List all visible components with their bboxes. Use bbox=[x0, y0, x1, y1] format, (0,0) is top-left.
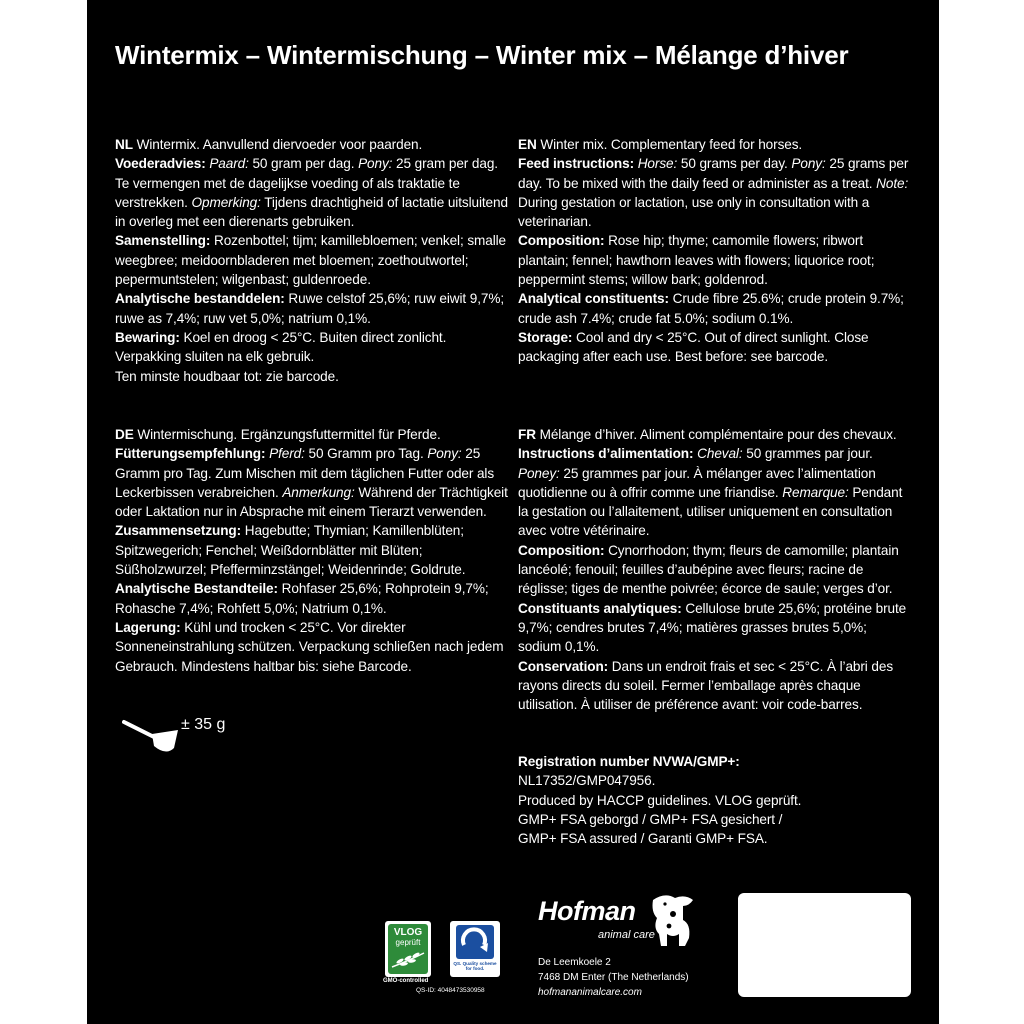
qs-text: QS. Quality scheme for food. bbox=[453, 961, 497, 971]
analytical: Rohfaser 25,6%; Rohprotein 9,7%; Rohasche 7,4%; Rohfett 5,0%; Natrium 0,1%. bbox=[115, 581, 489, 616]
pony-dose: 25 grammes par jour. À mélanger avec l’alimentation quotidienne ou à offrir comme une friandise. bbox=[518, 465, 876, 500]
analytical: Cellulose brute 25,6%; protéine brute 9,7%; cendres brutes 7,4%; matières grasses brutes 5,0%; sodium 0,1%. bbox=[518, 600, 907, 655]
pony-label: Pony: bbox=[358, 156, 393, 172]
registration-number: NL17352/GMP047956. bbox=[518, 773, 656, 789]
qs-id: QS-ID: 4048473530958 bbox=[416, 987, 485, 994]
pony-label: Pony: bbox=[427, 446, 462, 462]
best-before: Ten minste houdbaar tot: zie barcode. bbox=[115, 368, 339, 384]
composition-label: Samenstelling: bbox=[115, 233, 211, 249]
note-label: Opmerking: bbox=[191, 194, 261, 210]
section-de bbox=[115, 425, 510, 676]
pony-dose: 25 Gramm pro Tag. Zum Mischen mit dem täglichen Futter oder als Leckerbissen verabreichen. bbox=[115, 446, 495, 500]
storage: Cool and dry < 25°C. Out of direct sunlight. Close packaging after each use. Best before: see barcode. bbox=[518, 329, 869, 365]
lang-code: DE bbox=[115, 427, 134, 442]
brand-logo: Hofman bbox=[538, 896, 636, 926]
storage: Kühl und trocken < 25°C. Vor direkter Sonneneinstrahlung schützen. Verpackung schließen nach jedem Gebrauch. Mindestens haltbar bis: siehe Barcode. bbox=[115, 619, 504, 674]
pony-label: Pony: bbox=[791, 156, 826, 172]
storage: Dans un endroit frais et sec < 25°C. À l’abri des rayons directs du soleil. Fermer l’emballage après chaque utilisation. À utiliser de préférence avant: voir code-barres. bbox=[518, 658, 894, 713]
storage: Koel en droog < 25°C. Buiten direct zonlicht. Verpakking sluiten na elk gebruik. bbox=[115, 329, 447, 365]
registration-line: GMP+ FSA geborgd / GMP+ FSA gesichert / bbox=[518, 811, 783, 827]
barcode-area bbox=[738, 893, 911, 997]
horse-label: Cheval: bbox=[697, 446, 743, 462]
horse-label: Paard: bbox=[209, 156, 249, 172]
section-fr bbox=[518, 425, 913, 714]
intro: Winter mix. Complementary feed for horses. bbox=[540, 137, 803, 152]
composition: Rose hip; thyme; camomile flowers; ribwort plantain; fennel; hawthorn leaves with flowers; liquorice root; peppermint stems; willow bark; goldenrod. bbox=[518, 233, 875, 288]
section-en bbox=[518, 135, 913, 367]
feed-label: Voederadvies: bbox=[115, 156, 206, 172]
horse-label: Pferd: bbox=[269, 446, 305, 462]
address-block bbox=[538, 955, 689, 1000]
note: Tijdens drachtigheid of lactatie uitsluitend in overleg met een dierenarts gebruiken. bbox=[115, 194, 508, 230]
horse-label: Horse: bbox=[637, 156, 678, 172]
composition: Rozenbottel; tijm; kamillebloemen; venkel; smalle weegbree; meidoornbladeren met bloemen; zoethoutwortel; pepermuntstelen; wilgenbast; guldenroede. bbox=[115, 233, 507, 288]
section-nl bbox=[115, 135, 510, 386]
measuring-scoop-icon bbox=[122, 712, 182, 756]
gmo-caption: GMO-controlled bbox=[383, 978, 429, 984]
wheat-icon bbox=[388, 947, 428, 971]
analytical-label: Analytische Bestandteile: bbox=[115, 581, 278, 597]
analytical-label: Constituants analytiques: bbox=[518, 600, 682, 616]
dose-amount: ± 35 g bbox=[181, 716, 226, 733]
intro: Wintermix. Aanvullend diervoeder voor paarden. bbox=[136, 137, 423, 152]
qs-arrow-icon bbox=[450, 921, 500, 961]
label-panel bbox=[87, 0, 939, 1024]
registration-label: Registration number NVWA/GMP+: bbox=[518, 754, 740, 769]
horse-dose: 50 grammes par jour. bbox=[746, 446, 873, 462]
vlog-subtext: geprüft bbox=[395, 938, 421, 947]
composition-label: Zusammensetzung: bbox=[115, 523, 242, 539]
registration-line: Produced by HACCP guidelines. VLOG geprüft. bbox=[518, 792, 802, 808]
composition: Hagebutte; Thymian; Kamillenblüten; Spitzwegerich; Fenchel; Weißdornblätter mit Blüten; Süßholzwurzel; Pfefferminzstängel; Weidenrinde; Goldrute. bbox=[115, 523, 466, 578]
vlog-text: VLOG bbox=[393, 927, 423, 938]
lang-code: EN bbox=[518, 137, 537, 152]
lang-code: FR bbox=[518, 427, 536, 442]
page-title: Wintermix – Wintermischung – Winter mix – Mélange d’hiver bbox=[115, 40, 849, 70]
horse-dose: 50 grams per day. bbox=[680, 156, 788, 172]
analytical: Ruwe celstof 25,6%; ruw eiwit 9,7%; ruwe as 7,4%; ruw vet 5,0%; natrium 0,1%. bbox=[115, 291, 505, 326]
analytical-label: Analytical constituents: bbox=[518, 291, 669, 307]
note: During gestation or lactation, use only in consultation with a veterinarian. bbox=[518, 194, 870, 230]
address-city: 7468 DM Enter (The Netherlands) bbox=[538, 972, 689, 983]
pony-dose: 25 grams per day. To be mixed with the daily feed or administer as a treat. bbox=[518, 156, 909, 191]
note: Während der Trächtigkeit oder Laktation nur in Absprache mit einem Tierarzt verwenden. bbox=[115, 484, 508, 520]
pony-label: Poney: bbox=[518, 465, 560, 481]
note-label: Anmerkung: bbox=[282, 484, 355, 500]
vlog-badge bbox=[388, 924, 428, 974]
storage-label: Conservation: bbox=[518, 658, 609, 674]
composition-label: Composition: bbox=[518, 233, 605, 249]
note-label: Remarque: bbox=[782, 484, 849, 500]
vlog-logo bbox=[385, 921, 431, 977]
intro: Mélange d’hiver. Aliment complémentaire pour des chevaux. bbox=[539, 427, 897, 442]
horse-dose: 50 Gramm pro Tag. bbox=[308, 446, 424, 462]
feed-label: Fütterungsempfehlung: bbox=[115, 446, 266, 462]
note: Pendant la gestation ou l’allaitement, utiliser uniquement en consultation avec votre vétérinaire. bbox=[518, 484, 903, 539]
intro: Wintermischung. Ergänzungsfuttermittel für Pferde. bbox=[137, 427, 441, 442]
note-label: Note: bbox=[876, 175, 909, 191]
registration-line: GMP+ FSA assured / Garanti GMP+ FSA. bbox=[518, 831, 768, 847]
address-street: De Leemkoele 2 bbox=[538, 957, 611, 968]
composition: Cynorrhodon; thym; fleurs de camomille; plantain lancéolé; fenouil; feuilles d’aubépine avec fleurs; racine de réglisse; tiges de menthe poivrée; écorce de saule; verges d’or. bbox=[518, 542, 899, 597]
cow-icon bbox=[645, 890, 701, 950]
lang-code: NL bbox=[115, 137, 133, 152]
storage-label: Bewaring: bbox=[115, 329, 180, 345]
storage-label: Lagerung: bbox=[115, 619, 181, 635]
registration-block bbox=[518, 752, 913, 848]
pony-dose: 25 gram per dag. Te vermengen met de dagelijkse voeding of als traktatie te verstrekken. bbox=[115, 156, 498, 210]
analytical: Crude fibre 25.6%; crude protein 9.7%; crude ash 7.4%; crude fat 5.0%; sodium 0.1%. bbox=[518, 291, 904, 326]
website-link[interactable]: hofmananimalcare.com bbox=[538, 987, 642, 998]
brand-tagline: animal care bbox=[598, 929, 655, 941]
feed-label: Feed instructions: bbox=[518, 156, 635, 172]
storage-label: Storage: bbox=[518, 329, 573, 345]
qs-logo bbox=[450, 921, 500, 977]
analytical-label: Analytische bestanddelen: bbox=[115, 291, 285, 307]
feed-label: Instructions d’alimentation: bbox=[518, 446, 694, 462]
horse-dose: 50 gram per dag. bbox=[252, 156, 355, 172]
composition-label: Composition: bbox=[518, 542, 605, 558]
